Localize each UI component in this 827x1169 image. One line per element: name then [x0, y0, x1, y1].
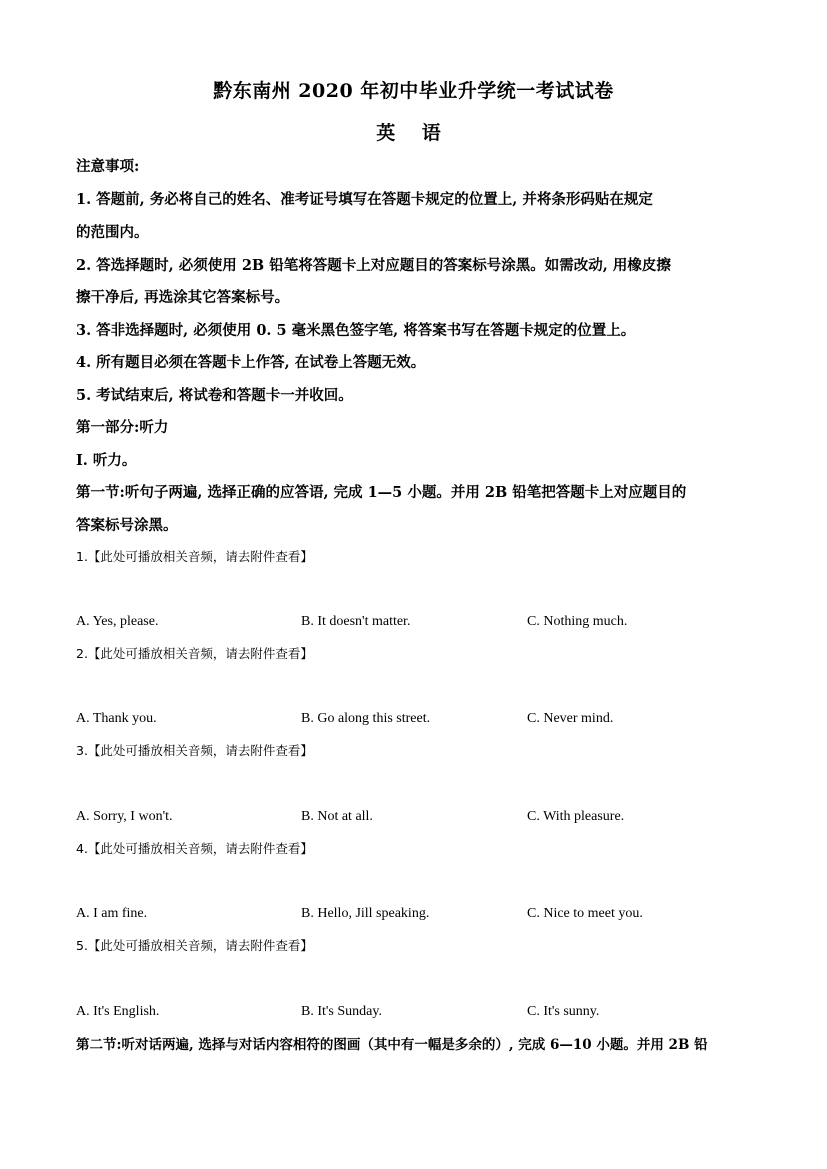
section-instruction: 第一节:听句子两遍, 选择正确的应答语, 完成 1—5 小题。并用 2B 铅笔把答题卡上对应题目的	[76, 484, 687, 501]
instruction-line: 擦干净后, 再选涂其它答案标号。	[76, 289, 290, 306]
answer-option-c: C. Never mind.	[527, 711, 614, 726]
answer-option-b: B. Hello, Jill speaking.	[301, 906, 430, 921]
answer-option-b: B. It's Sunday.	[301, 1004, 382, 1019]
instruction-line: 1. 答题前, 务必将自己的姓名、准考证号填写在答题卡规定的位置上, 并将条形码贴在规定	[76, 191, 653, 208]
part-heading: 第一部分:听力	[76, 419, 169, 436]
answer-option-b: B. Not at all.	[301, 809, 373, 824]
section-instruction: 第二节:听对话两遍, 选择与对话内容相符的图画（其中有一幅是多余的）, 完成 6—10 小题。并用 2B 铅	[76, 1037, 708, 1053]
instruction-line: 5. 考试结束后, 将试卷和答题卡一并收回。	[76, 387, 353, 404]
instruction-line: 4. 所有题目必须在答题卡上作答, 在试卷上答题无效。	[76, 354, 426, 371]
answer-option-c: C. Nothing much.	[527, 614, 628, 629]
answer-option-a: A. Thank you.	[76, 711, 157, 726]
answer-option-b: B. Go along this street.	[301, 711, 431, 726]
section-instruction: 答案标号涂黑。	[76, 517, 178, 534]
exam-subject: 英 语	[376, 122, 451, 144]
section-label: I. 听力。	[76, 452, 137, 469]
answer-option-c: C. With pleasure.	[527, 809, 625, 824]
question-prompt[interactable]: 2.【此处可播放相关音频，请去附件查看】	[76, 646, 313, 661]
question-prompt[interactable]: 1.【此处可播放相关音频，请去附件查看】	[76, 549, 313, 564]
answer-option-a: A. Sorry, I won't.	[76, 809, 173, 824]
question-prompt[interactable]: 4.【此处可播放相关音频，请去附件查看】	[76, 841, 313, 856]
answer-option-c: C. Nice to meet you.	[527, 906, 643, 921]
exam-title: 黔东南州 2020 年初中毕业升学统一考试试卷	[213, 80, 614, 102]
instruction-line: 的范围内。	[76, 224, 149, 241]
answer-option-a: A. Yes, please.	[76, 614, 159, 629]
answer-option-a: A. It's English.	[76, 1004, 160, 1019]
instruction-line: 2. 答选择题时, 必须使用 2B 铅笔将答题卡上对应题目的答案标号涂黑。如需改动, 用橡皮擦	[76, 257, 671, 274]
answer-option-c: C. It's sunny.	[527, 1004, 600, 1019]
instruction-line: 3. 答非选择题时, 必须使用 0. 5 毫米黑色签字笔, 将答案书写在答题卡规定的位置上。	[76, 322, 636, 339]
instructions-heading: 注意事项:	[76, 158, 140, 175]
question-prompt[interactable]: 5.【此处可播放相关音频，请去附件查看】	[76, 938, 313, 953]
answer-option-b: B. It doesn't matter.	[301, 614, 411, 629]
question-prompt[interactable]: 3.【此处可播放相关音频，请去附件查看】	[76, 743, 313, 758]
answer-option-a: A. I am fine.	[76, 906, 148, 921]
